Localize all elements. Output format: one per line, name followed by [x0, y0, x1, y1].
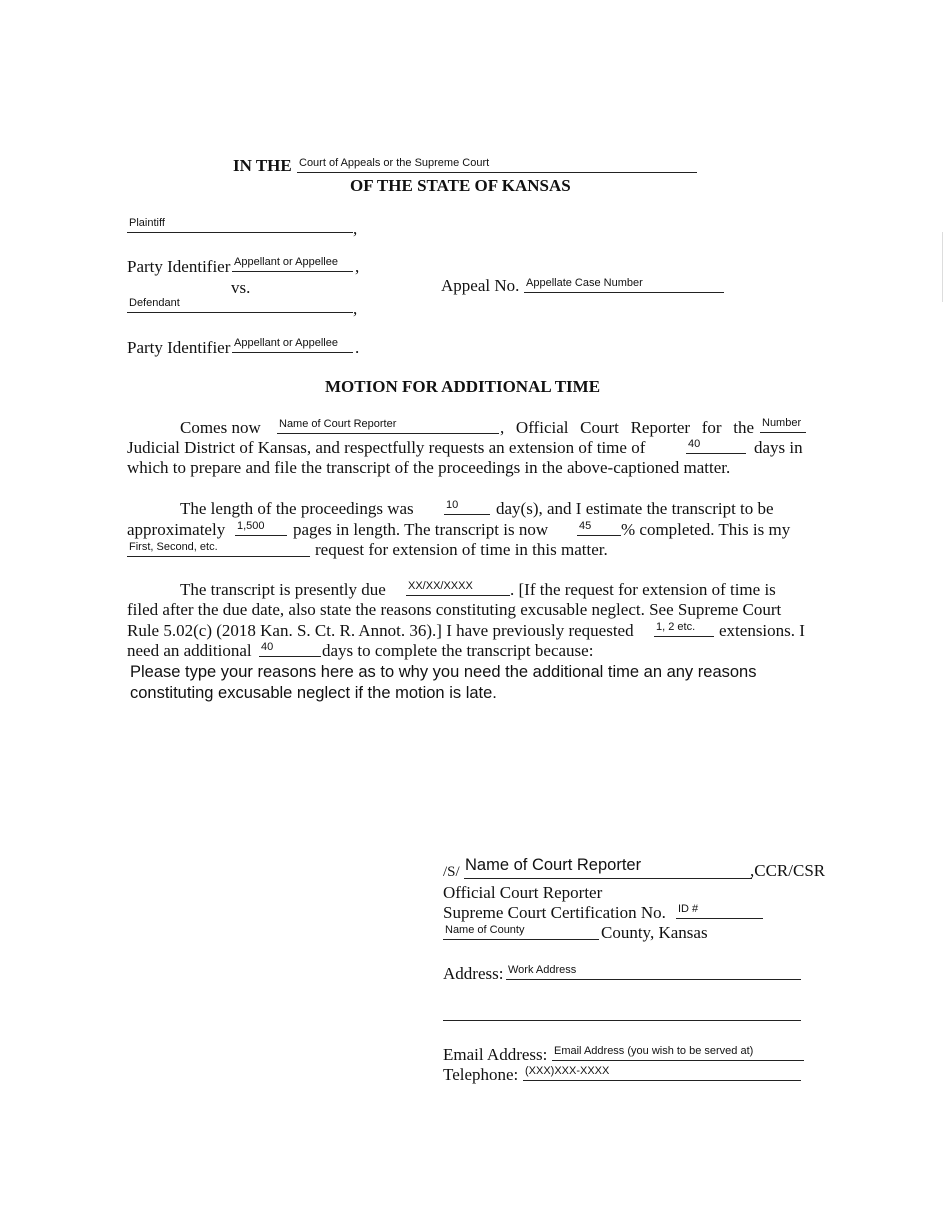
appeal-no-field[interactable]: [524, 278, 724, 293]
defendant-field[interactable]: [127, 298, 353, 313]
party1-field[interactable]: [232, 257, 353, 272]
ordinal-field[interactable]: [127, 542, 310, 557]
cert-label: Supreme Court Certification No.: [443, 903, 666, 922]
p2-day-estimate: day(s), and I estimate the transcript to be: [496, 499, 774, 518]
pages-field[interactable]: [235, 521, 287, 536]
county-kansas-label: County, Kansas: [601, 923, 708, 942]
party2-value: Appellant or Appellee: [234, 337, 338, 349]
motion-title: MOTION FOR ADDITIONAL TIME: [325, 377, 601, 396]
party-identifier-label-2: Party Identifier: [127, 338, 231, 357]
official-reporter-label: Official Court Reporter: [443, 883, 603, 902]
pages-value: 1,500: [237, 520, 265, 532]
comma-1: ,: [353, 219, 358, 238]
county-value: Name of County: [445, 924, 525, 936]
p3-presently-due: The transcript is presently due: [180, 580, 386, 599]
email-value: Email Address (you wish to be served at): [554, 1045, 754, 1057]
party-identifier-label-1: Party Identifier: [127, 257, 231, 276]
prev-extensions-value: 1, 2 etc.: [656, 621, 696, 633]
p3-line3: Rule 5.02(c) (2018 Kan. S. Ct. R. Annot. 36).] I have previously requested: [127, 621, 634, 640]
appeal-no-value: Appellate Case Number: [526, 277, 643, 289]
cert-value: ID #: [678, 903, 699, 915]
days-requested-value: 40: [688, 438, 701, 450]
comma-2: ,: [355, 257, 360, 276]
p2-percent-completed: % completed. This is my: [621, 520, 791, 539]
address-line-2[interactable]: [443, 1019, 801, 1021]
period-1: .: [355, 338, 360, 357]
p2-length-was: The length of the proceedings was: [180, 499, 414, 518]
comma-3: ,: [353, 299, 358, 318]
email-field[interactable]: [552, 1046, 804, 1061]
county-field[interactable]: [443, 925, 599, 940]
p2-approximately: approximately: [127, 520, 226, 539]
address-value: Work Address: [508, 964, 577, 976]
signature-line: [464, 877, 752, 879]
address-field[interactable]: [506, 965, 801, 980]
additional-days-field[interactable]: [259, 642, 321, 657]
scan-artifact: [942, 232, 943, 302]
party1-value: Appellant or Appellee: [234, 256, 338, 268]
p1-official-for-the: , Official Court Reporter for the: [500, 418, 754, 437]
p2-request-for: request for extension of time in this matter.: [315, 540, 608, 559]
party2-field[interactable]: [232, 338, 353, 353]
ccr-csr-label: ,CCR/CSR: [750, 861, 826, 880]
percent-field[interactable]: [577, 521, 621, 536]
p1-comes-now: Comes now: [180, 418, 261, 437]
p3-line2: filed after the due date, also state the reasons constituting excusable neglect. See Supreme Court: [127, 600, 782, 619]
p3-if-request: . [If the request for extension of time is: [510, 580, 776, 599]
district-number-field[interactable]: [760, 418, 806, 433]
reasons-textarea[interactable]: Please type your reasons here as to why you need the additional time an any reasons constituting excusable neglect if the motion is late.: [130, 663, 757, 702]
address-label: Address:: [443, 964, 504, 983]
email-label: Email Address:: [443, 1045, 548, 1064]
proceeding-days-field[interactable]: [444, 500, 490, 515]
defendant-value: Defendant: [129, 297, 180, 309]
in-the-label: IN THE: [233, 156, 292, 175]
cert-field[interactable]: [676, 904, 763, 919]
p1-line2: Judicial District of Kansas, and respectfully requests an extension of time of: [127, 438, 646, 457]
plaintiff-field[interactable]: [127, 218, 353, 233]
signature-name[interactable]: Name of Court Reporter: [465, 856, 642, 874]
district-number-value: Number: [762, 417, 802, 429]
days-requested-field[interactable]: [686, 439, 746, 454]
s-prefix: /S/: [443, 864, 460, 880]
telephone-value: (XXX)XXX-XXXX: [525, 1065, 610, 1077]
percent-value: 45: [579, 520, 592, 532]
p1-line3: which to prepare and file the transcript of the proceedings in the above-captioned matter.: [127, 458, 731, 477]
telephone-field[interactable]: [523, 1066, 801, 1081]
ordinal-value: First, Second, etc.: [129, 541, 218, 553]
due-date-value: XX/XX/XXXX: [408, 580, 473, 592]
prev-extensions-field[interactable]: [654, 622, 714, 637]
reporter-name-field[interactable]: [277, 419, 499, 434]
due-date-field[interactable]: [406, 581, 510, 596]
p3-days-to-complete: days to complete the transcript because:: [322, 641, 594, 660]
court-value: Court of Appeals or the Supreme Court: [299, 157, 490, 169]
p3-need-additional: need an additional: [127, 641, 252, 660]
state-line: OF THE STATE OF KANSAS: [350, 176, 571, 195]
reporter-name-value: Name of Court Reporter: [279, 418, 397, 430]
plaintiff-value: Plaintiff: [129, 217, 165, 229]
p2-pages-in-length: pages in length. The transcript is now: [293, 520, 549, 539]
vs-label: vs.: [231, 278, 251, 297]
p1-days-in: days in: [754, 438, 803, 457]
appeal-no-label: Appeal No.: [441, 276, 520, 295]
additional-days-value: 40: [261, 641, 274, 653]
telephone-label: Telephone:: [443, 1065, 519, 1084]
proceeding-days-value: 10: [446, 499, 459, 511]
p3-extensions: extensions. I: [719, 621, 805, 640]
court-field[interactable]: [297, 158, 697, 173]
